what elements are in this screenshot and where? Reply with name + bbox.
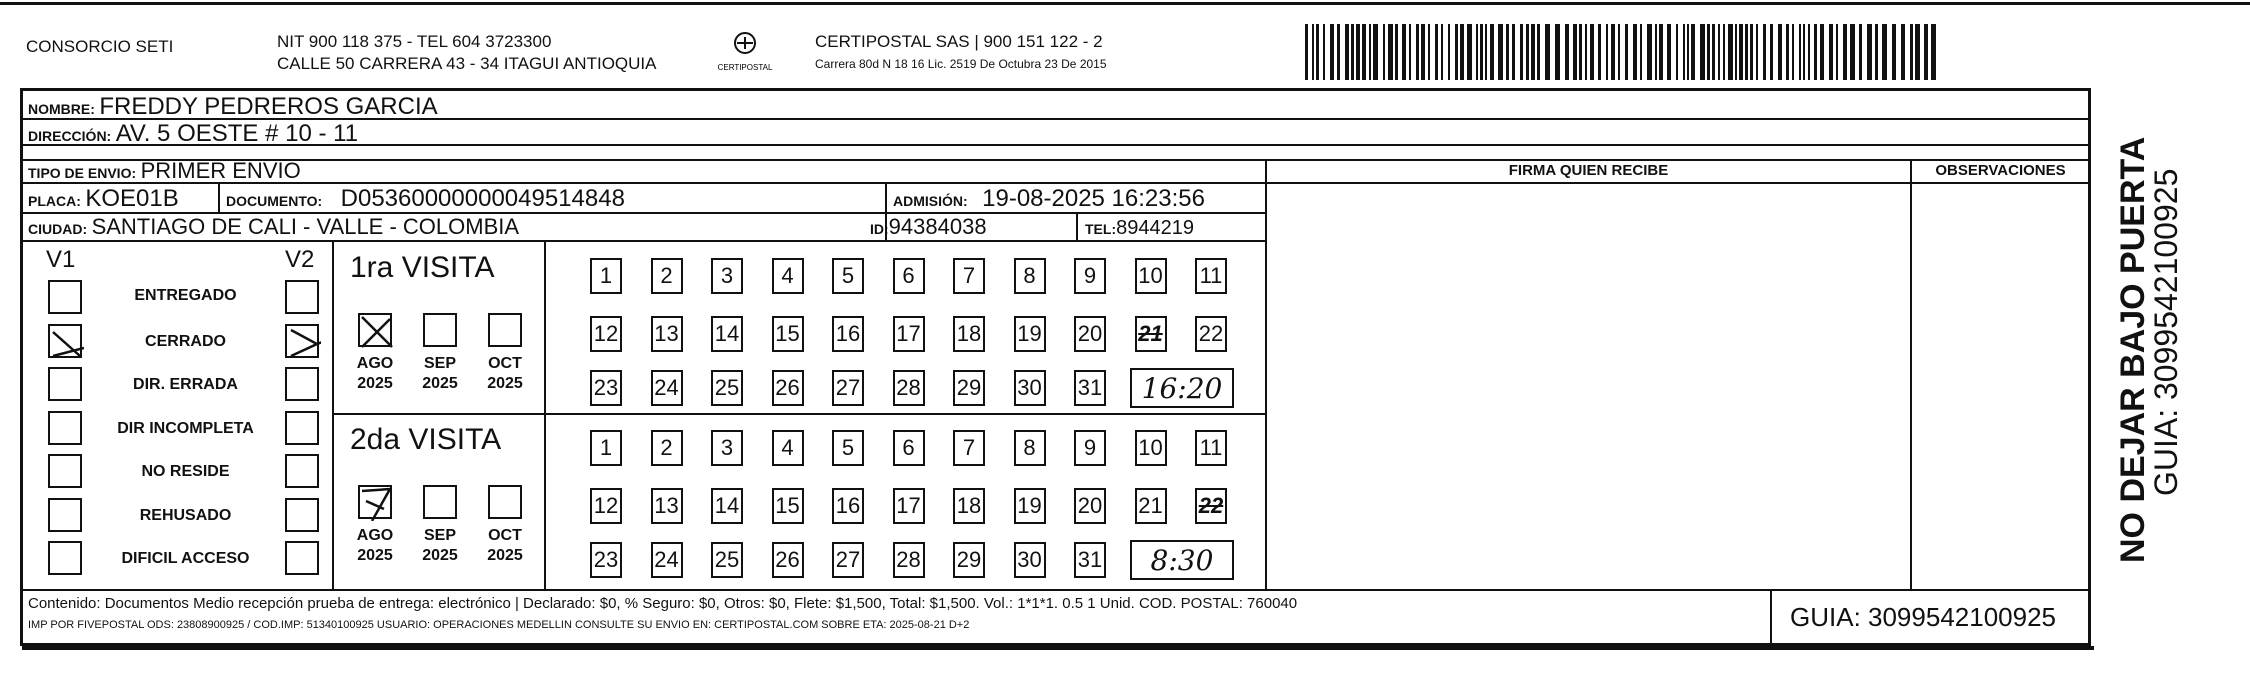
year-label: 2025 xyxy=(357,375,393,392)
check-mark-icon xyxy=(360,487,394,521)
day-cell[interactable]: 11 xyxy=(1195,258,1227,294)
tipo-value: PRIMER ENVIO xyxy=(140,158,301,183)
documento-value: D05360000000049514848 xyxy=(340,185,625,212)
v2-checkbox[interactable] xyxy=(285,541,319,575)
id-label: ID: xyxy=(870,221,889,237)
certipostal-logo xyxy=(713,30,777,76)
day-cell[interactable]: 15 xyxy=(772,488,804,524)
year-label: 2025 xyxy=(487,547,523,564)
direccion-value: AV. 5 OESTE # 10 - 11 xyxy=(115,120,359,147)
admision-row xyxy=(893,187,1205,211)
v2-checkbox[interactable] xyxy=(285,411,319,445)
v2-checkbox[interactable] xyxy=(285,324,319,358)
id-row xyxy=(870,216,987,238)
v2-checkbox[interactable] xyxy=(285,280,319,314)
rule-6 xyxy=(22,240,1267,242)
firma-header: FIRMA QUIEN RECIBE xyxy=(1508,162,1669,179)
day-cell[interactable]: 29 xyxy=(953,542,985,578)
top-border xyxy=(0,2,2250,5)
day-cell[interactable]: 7 xyxy=(953,258,985,294)
day-cell[interactable]: 23 xyxy=(590,370,622,406)
documento-label: DOCUMENTO: xyxy=(226,193,323,209)
v2-checkbox[interactable] xyxy=(285,367,319,401)
time-box[interactable]: 8:30 xyxy=(1130,540,1234,580)
month-label: AGO xyxy=(356,527,394,544)
tel-value: 8944219 xyxy=(1116,217,1194,239)
day-cell[interactable]: 30 xyxy=(1014,542,1046,578)
day-cell[interactable]: 5 xyxy=(832,430,864,466)
day-cell[interactable]: 31 xyxy=(1074,370,1106,406)
v1-checkbox[interactable] xyxy=(48,324,82,358)
month-label: SEP xyxy=(423,355,456,372)
day-cell[interactable]: 6 xyxy=(893,430,925,466)
address-line: CALLE 50 CARRERA 43 - 34 ITAGUI ANTIOQUIA xyxy=(277,54,657,73)
day-cell[interactable]: 3 xyxy=(711,258,743,294)
observaciones-header: OBSERVACIONES xyxy=(1935,162,2066,179)
v2-checkbox[interactable] xyxy=(285,498,319,532)
day-cell[interactable]: 5 xyxy=(832,258,864,294)
day-cell[interactable]: 19 xyxy=(1014,488,1046,524)
nombre-row xyxy=(28,95,438,119)
carrier-line: CERTIPOSTAL SAS | 900 151 122 - 2 xyxy=(815,32,1103,51)
month-checkbox[interactable] xyxy=(488,313,522,347)
day-cell[interactable]: 11 xyxy=(1195,430,1227,466)
placa-label: PLACA: xyxy=(28,193,81,209)
v1-checkbox[interactable] xyxy=(48,411,82,445)
tipo-row xyxy=(28,160,301,182)
col-visit-right xyxy=(544,242,546,589)
id-value: 94384038 xyxy=(888,214,987,239)
direccion-row xyxy=(28,122,358,146)
month-label: OCT xyxy=(488,527,522,544)
tel-row xyxy=(1085,218,1194,238)
day-cell[interactable]: 7 xyxy=(953,430,985,466)
placa-value: KOE01B xyxy=(85,185,179,212)
v1-checkbox[interactable] xyxy=(48,280,82,314)
col-obs-left xyxy=(1910,159,1912,589)
day-cell[interactable]: 14 xyxy=(711,488,743,524)
ciudad-row xyxy=(28,216,519,238)
company-name: CONSORCIO SETI xyxy=(26,37,174,56)
day-cell[interactable]: 16 xyxy=(832,316,864,352)
day-cell[interactable]: 18 xyxy=(953,316,985,352)
month-checkbox[interactable] xyxy=(488,485,522,519)
v1-checkbox[interactable] xyxy=(48,541,82,575)
day-cell[interactable]: 30 xyxy=(1014,370,1046,406)
day-cell[interactable]: 4 xyxy=(772,430,804,466)
v2-label: V2 xyxy=(285,246,315,273)
tipo-label: TIPO DE ENVIO: xyxy=(28,165,137,181)
col-footer-guia xyxy=(1770,591,1772,646)
admision-value: 19-08-2025 16:23:56 xyxy=(982,185,1205,212)
day-cell[interactable]: 20 xyxy=(1074,488,1106,524)
rule-7 xyxy=(22,182,2089,184)
year-label: 2025 xyxy=(422,547,458,564)
day-cell[interactable]: 24 xyxy=(651,370,683,406)
day-cell[interactable]: 14 xyxy=(711,316,743,352)
day-cell[interactable]: 29 xyxy=(953,370,985,406)
day-cell[interactable]: 22 xyxy=(1195,488,1227,524)
day-cell[interactable]: 21 xyxy=(1135,316,1167,352)
month-label: AGO xyxy=(356,355,394,372)
documento-row xyxy=(226,187,625,211)
day-cell[interactable]: 2 xyxy=(651,430,683,466)
day-cell[interactable]: 10 xyxy=(1135,430,1167,466)
status-label: DIFICIL ACCESO xyxy=(121,550,250,567)
day-cell[interactable]: 24 xyxy=(651,542,683,578)
placa-row xyxy=(28,187,179,211)
frame-shadow xyxy=(22,646,2094,650)
col-tel-left xyxy=(1076,212,1078,240)
day-cell[interactable]: 8 xyxy=(1014,258,1046,294)
month-checkbox[interactable] xyxy=(358,313,392,347)
visit-title: 1ra VISITA xyxy=(350,251,495,284)
day-cell[interactable]: 23 xyxy=(590,542,622,578)
day-cell[interactable]: 22 xyxy=(1195,316,1227,352)
status-label: ENTREGADO xyxy=(134,287,237,304)
day-cell[interactable]: 15 xyxy=(772,316,804,352)
day-cell[interactable]: 28 xyxy=(893,542,925,578)
ciudad-label: CIUDAD: xyxy=(28,221,88,237)
footer-guia: GUIA: 3099542100925 xyxy=(1790,602,2056,632)
ciudad-value: SANTIAGO DE CALI - VALLE - COLOMBIA xyxy=(91,214,520,239)
v1-checkbox[interactable] xyxy=(48,454,82,488)
rule-3 xyxy=(22,159,2089,161)
visit-divider xyxy=(334,413,1265,415)
day-cell[interactable]: 10 xyxy=(1135,258,1167,294)
day-cell[interactable]: 18 xyxy=(953,488,985,524)
check-mark-icon xyxy=(287,326,321,360)
logo-text: CERTIPOSTAL xyxy=(717,63,773,72)
check-mark-icon xyxy=(360,315,394,349)
v1-label: V1 xyxy=(46,246,76,273)
day-cell[interactable]: 2 xyxy=(651,258,683,294)
day-cell[interactable]: 9 xyxy=(1074,258,1106,294)
day-cell[interactable]: 3 xyxy=(711,430,743,466)
v2-checkbox[interactable] xyxy=(285,454,319,488)
day-cell[interactable]: 25 xyxy=(711,542,743,578)
day-cell[interactable]: 20 xyxy=(1074,316,1106,352)
day-cell[interactable]: 21 xyxy=(1135,488,1167,524)
day-cell[interactable]: 25 xyxy=(711,370,743,406)
visit-title: 2da VISITA xyxy=(350,423,502,456)
year-label: 2025 xyxy=(422,375,458,392)
tel-label: TEL: xyxy=(1085,221,1117,237)
day-cell[interactable]: 26 xyxy=(772,370,804,406)
day-cell[interactable]: 4 xyxy=(772,258,804,294)
day-cell[interactable]: 12 xyxy=(590,488,622,524)
nombre-label: NOMBRE: xyxy=(28,101,95,117)
day-cell[interactable]: 12 xyxy=(590,316,622,352)
direccion-label: DIRECCIÓN: xyxy=(28,128,112,144)
month-label: SEP xyxy=(423,527,456,544)
status-label: CERRADO xyxy=(145,332,226,350)
day-cell[interactable]: 16 xyxy=(832,488,864,524)
day-cell[interactable]: 1 xyxy=(590,258,622,294)
rule-footer xyxy=(22,589,2089,591)
day-cell[interactable]: 19 xyxy=(1014,316,1046,352)
day-cell[interactable]: 28 xyxy=(893,370,925,406)
footer-imp: IMP POR FIVEPOSTAL ODS: 23808900925 / COD.IMP: 51340100925 USUARIO: OPERACIONES MEDELLIN CONSULTE SU ENVIO EN: CERTIPOSTAL.COM SOBRE ETA: 2025-08-21 D+2 xyxy=(28,619,970,631)
col-status-right xyxy=(332,242,334,589)
day-cell[interactable]: 13 xyxy=(651,488,683,524)
year-label: 2025 xyxy=(357,547,393,564)
carrier-address: Carrera 80d N 18 16 Lic. 2519 De Octubra 23 De 2015 xyxy=(815,57,1107,71)
barcode xyxy=(1305,24,1943,80)
month-checkbox[interactable] xyxy=(358,485,392,519)
check-mark-icon xyxy=(50,326,84,360)
year-label: 2025 xyxy=(487,375,523,392)
day-cell[interactable]: 13 xyxy=(651,316,683,352)
day-cell[interactable]: 27 xyxy=(832,370,864,406)
month-checkbox[interactable] xyxy=(423,313,457,347)
v1-checkbox[interactable] xyxy=(48,498,82,532)
month-label: OCT xyxy=(488,355,522,372)
day-cell[interactable]: 6 xyxy=(893,258,925,294)
placa-divider xyxy=(218,184,220,212)
status-label: DIR INCOMPLETA xyxy=(117,419,254,437)
status-label: DIR. ERRADA xyxy=(133,376,238,393)
admision-label: ADMISIÓN: xyxy=(893,193,968,209)
col-firma-left xyxy=(1265,159,1267,589)
day-cell[interactable]: 17 xyxy=(893,488,925,524)
side-notice: NO DEJAR BAJO PUERTA xyxy=(2114,136,2152,563)
day-cell[interactable]: 1 xyxy=(590,430,622,466)
day-cell[interactable]: 27 xyxy=(832,542,864,578)
v1-checkbox[interactable] xyxy=(48,367,82,401)
nit-line: NIT 900 118 375 - TEL 604 3723300 xyxy=(277,32,552,51)
day-cell[interactable]: 17 xyxy=(893,316,925,352)
month-checkbox[interactable] xyxy=(423,485,457,519)
status-label: NO RESIDE xyxy=(141,463,230,480)
time-box[interactable]: 16:20 xyxy=(1130,368,1234,408)
day-cell[interactable]: 9 xyxy=(1074,430,1106,466)
footer-contenido: Contenido: Documentos Medio recepción prueba de entrega: electrónico | Declarado: $0, % Seguro: $0, Otros: $0, Flete: $1,500, Total: $1,500. Vol.: 1*1*1. 0.5 1 Unid. COD. POSTAL: 760040 xyxy=(28,595,1298,612)
nombre-value: FREDDY PEDREROS GARCIA xyxy=(99,93,438,120)
status-label: REHUSADO xyxy=(139,506,232,524)
day-cell[interactable]: 26 xyxy=(772,542,804,578)
side-guia: GUIA: 3099542100925 xyxy=(2148,168,2184,496)
day-cell[interactable]: 31 xyxy=(1074,542,1106,578)
day-cell[interactable]: 8 xyxy=(1014,430,1046,466)
